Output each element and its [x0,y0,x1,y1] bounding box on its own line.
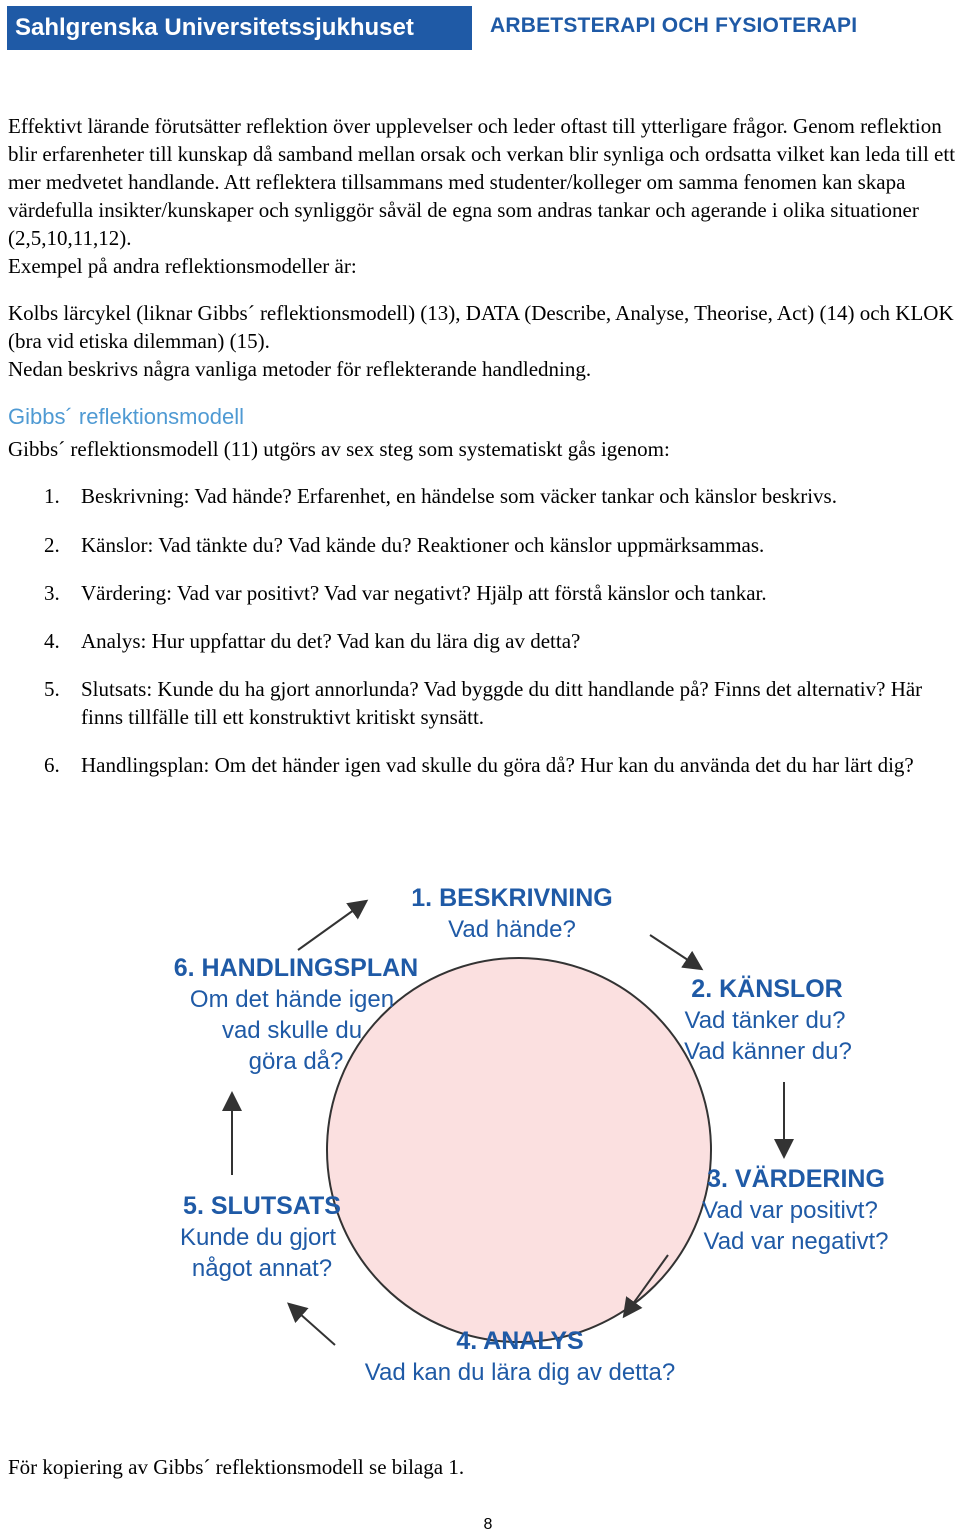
copy-note: För kopiering av Gibbs´ reflektionsmodell se bilaga 1. [8,1455,465,1479]
step-number: 5. [44,677,60,701]
stage-1-title: 1. BESKRIVNING [411,884,613,912]
examples-lead: Exempel på andra reflektionsmodeller är: [8,254,357,278]
hospital-logo: Sahlgrenska Universitetssjukhuset [7,6,472,50]
step-number: 6. [44,753,60,777]
step-text: Handlingsplan: Om det händer igen vad skulle du göra då? Hur kan du använda det du har lärt dig? [81,753,914,777]
stage-6-line: göra då? [248,1048,344,1075]
stage-3-title: 3. VÄRDERING [707,1165,885,1193]
arrow-4-to-5 [290,1305,335,1345]
page-header [0,0,960,56]
stage-5-line: Kunde du gjort [179,1224,337,1251]
gibbs-cycle-diagram [0,860,960,1420]
step-number: 1. [44,484,60,508]
methods-sentence: Nedan beskrivs några vanliga metoder för reflekterande handledning. [8,357,592,381]
section-heading: Gibbs´ reflektionsmodell [8,404,244,429]
intro-paragraph: Effektivt lärande förutsätter reflektion över upplevelser och leder oftast till ytterligare frågor. Genom reflektion blir erfarenheter till kunskap då samband mellan orsak och verkan blir synliga och ordsatta vilket kan leda till ett mer medvetet handlande. Att reflektera tillsammans med studenter/kolleger om samma fenomen kan skapa värdefulla insikter/kunskaper och synliggör såväl de egna som andras tankar och agerande i olika situationer (2,5,10,11,12). [8,114,956,250]
stage-2-title: 2. KÄNSLOR [691,975,843,1003]
section-lead: Gibbs´ reflektionsmodell (11) utgörs av sex steg som systematiskt gås igenom: [8,437,670,461]
stage-1-line: Vad hände? [448,916,576,943]
step-text: Slutsats: Kunde du ha gjort annorlunda? Vad byggde du ditt handlande på? Finns det alternativ? Här finns tillfälle till ett konstruktivt kritiskt synsätt. [81,677,923,729]
step-number: 3. [44,581,60,605]
department-name: ARBETSTERAPI OCH FYSIOTERAPI [490,14,858,37]
step-text: Värdering: Vad var positivt? Vad var negativt? Hjälp att förstå känslor och tankar. [81,581,767,605]
stage-6-title: 6. HANDLINGSPLAN [173,954,419,982]
stage-6-line: Om det hände igen [189,986,395,1013]
arrow-1-to-2 [650,935,700,968]
step-text: Känslor: Vad tänkte du? Vad kände du? Reaktioner och känslor uppmärksammas. [81,533,765,557]
stage-2-line: Vad känner du? [684,1038,852,1065]
step-text: Beskrivning: Vad hände? Erfarenhet, en händelse som väcker tankar och känslor beskrivs. [81,484,837,508]
step-text: Analys: Hur uppfattar du det? Vad kan du lära dig av detta? [81,629,581,653]
stage-4-title: 4. ANALYS [456,1327,584,1355]
examples-paragraph: Kolbs lärcykel (liknar Gibbs´ reflektionsmodell) (13), DATA (Describe, Analyse, Theorise, Act) (14) och KLOK (bra vid etiska dilemman) (15). [8,301,954,353]
stage-5-line: något annat? [191,1255,333,1282]
cycle-circle [327,958,711,1342]
stage-3-line: Vad var positivt? [702,1197,878,1224]
step-number: 4. [44,629,60,653]
arrow-6-to-1 [298,902,365,950]
stage-5-title: 5. SLUTSATS [183,1192,341,1220]
stage-4-line: Vad kan du lära dig av detta? [364,1359,676,1386]
step-number: 2. [44,533,60,557]
page-number: 8 [483,1516,493,1533]
stage-6-line: vad skulle du [221,1017,363,1044]
stage-2-line: Vad tänker du? [684,1007,846,1034]
stage-3-line: Vad var negativt? [703,1228,889,1255]
